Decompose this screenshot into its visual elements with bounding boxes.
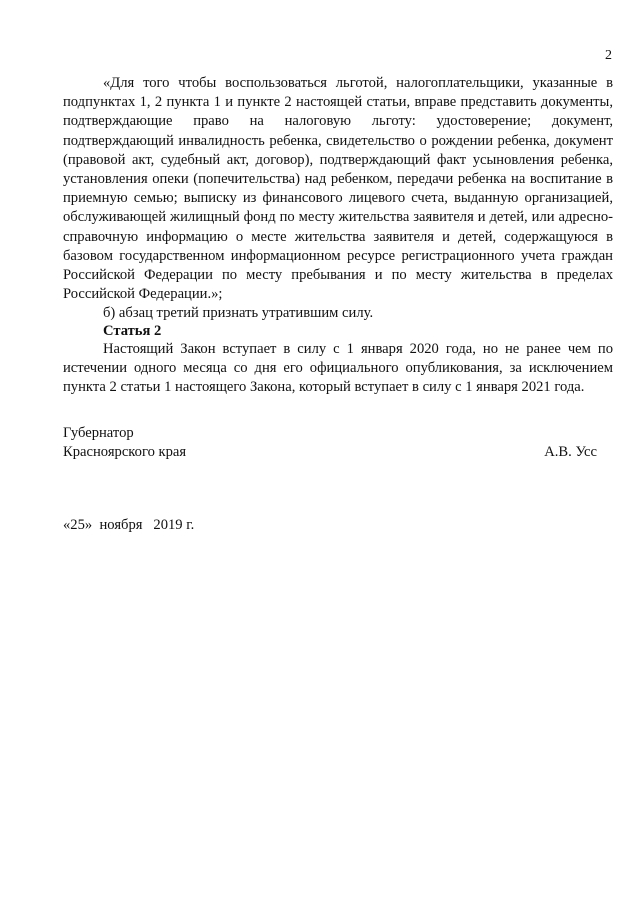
signing-date: «25» ноября 2019 г. [63,517,195,533]
amendment-text [63,74,613,324]
page-number: 2 [605,48,612,63]
signatory-name: А.В. Усс [544,444,597,460]
signatory-title [63,424,186,462]
signatory-title-line-2: Красноярского края [63,444,187,461]
article-heading: Статья 2 [103,323,162,339]
subparagraph-b: б) абзац третий признать утратившим силу. [103,305,374,322]
article-text: Настоящий Закон вступает в силу с 1 января 2020 года, но не ранее чем по истечении одного месяца со дня его официального опубликования, за исключением пункта 2 статьи 1 настоящего Закона, который вступает в силу с 1 января 2021 года. [63,341,613,396]
signatory-title-line-1: Губернатор [63,425,134,441]
quoted-paragraph: «Для того чтобы воспользоваться льготой, налогоплательщики, указанные в подпунктах 1, 2 пункта 1 и пункте 2 настоящей статьи, вправе представить документы, подтверждающие право на налоговую льготу: удостоверение; документ, подтверждающий инвалидность ребенка, свидетельство о рождении ребенка, документ (правовой акт, судебный акт, договор), подтверждающий факт усыновления ребенка, установления опеки (попечительства) над ребенком, передачи ребенка на воспитание в приемную семью; выписку из финансового лицевого счета, выданную организацией, обслуживающей жилищный фонд по месту жительства заявителя и детей, или адресно-справочную информацию о месте жительства заявителя и детей, содержащуюся в базовом государственном информационном ресурсе регистрационного учета граждан Российской Федерации по месту пребывания и по месту жительства в пределах Российской Федерации.»; [63,75,613,303]
